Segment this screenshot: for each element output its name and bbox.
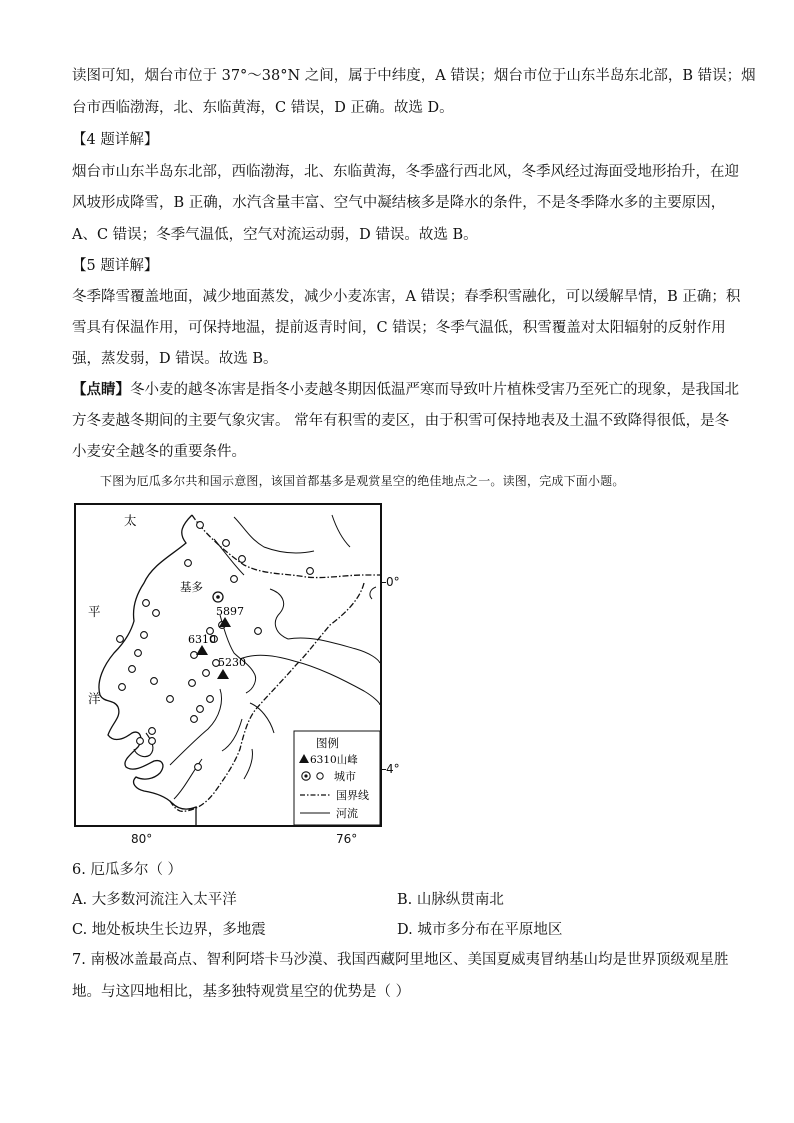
legend-city-icon — [317, 773, 323, 779]
q7-line2: 地。与这四地相比，基多独特观赏星空的优势是（ ） — [72, 984, 411, 1000]
capital-marker — [213, 592, 223, 602]
lat-tick-0 — [380, 582, 386, 583]
lat-tick-4 — [380, 769, 386, 770]
tip-text1: 冬小麦的越冬冻害是指冬小麦越冬期因低温严寒而导致叶片植株受害乃至死亡的现象，是我国北 — [130, 382, 739, 398]
legend-border-label: 国界线 — [336, 789, 369, 802]
q4-header: 【4 题详解】 — [72, 132, 159, 148]
q7-line1: 7. 南极冰盖最高点、智利阿塔卡马沙漠、我国西藏阿里地区、美国夏威夷冒纳基山均是世界顶级观星胜 — [72, 952, 729, 968]
legend-title: 图例 — [316, 736, 339, 750]
q6-option-b[interactable]: B. 山脉纵贯南北 — [397, 892, 504, 908]
lon-label-80: 80° — [131, 832, 153, 846]
legend-peak-label: 6310山峰 — [310, 754, 358, 766]
ecuador-map — [74, 503, 382, 827]
q4-line2: 风坡形成降雪，B 正确，水汽含量丰富、空气中凝结核多是降水的条件，不是冬季降水多的主要原因， — [72, 195, 726, 211]
map-caption: 下图为厄瓜多尔共和国示意图，该国首都基多是观赏星空的绝佳地点之一。读图，完成下面小题。 — [100, 474, 625, 488]
peak-label-5897: 5897 — [216, 605, 244, 618]
lat-label-0: 0° — [386, 575, 400, 589]
para3-line1: 读图可知，烟台市位于 37°～38°N 之间，属于中纬度，A 错误；烟台市位于山东半岛东北部，B 错误；烟 — [72, 68, 756, 84]
q5-line2: 雪具有保温作用，可保持地温，提前返青时间，C 错误；冬季气温低，积雪覆盖对太阳辐射的反射作用 — [72, 320, 726, 336]
q6-option-c[interactable]: C. 地处板块生长边界，多地震 — [72, 922, 266, 938]
q4-line3: A、C 错误；冬季气温低，空气对流运动弱，D 错误。故选 B。 — [72, 227, 478, 243]
tip-line3: 小麦安全越冬的重要条件。 — [72, 444, 246, 460]
para3-line2: 台市西临渤海，北、东临黄海，C 错误，D 正确。故选 D。 — [72, 100, 454, 116]
city-label-quito: 基多 — [180, 580, 203, 594]
tip-line1 — [72, 380, 739, 400]
q5-line1: 冬季降雪覆盖地面，减少地面蒸发，减少小麦冻害，A 错误；春季积雪融化，可以缓解旱情，B 正确；积 — [72, 289, 741, 305]
q4-line1: 烟台市山东半岛东北部，西临渤海，北、东临黄海，冬季盛行西北风，冬季风经过海面受地形抬升，在迎 — [72, 164, 739, 180]
lat-label-4: 4° — [386, 762, 400, 776]
tip-label: 【点睛】 — [72, 381, 130, 398]
q6-option-a[interactable]: A. 大多数河流注入太平洋 — [72, 892, 237, 908]
ocean-label-1: 太 — [124, 513, 137, 528]
q6-option-d[interactable]: D. 城市多分布在平原地区 — [397, 922, 563, 938]
legend-river-label: 河流 — [336, 807, 358, 820]
peak-label-6310: 6310 — [188, 633, 216, 646]
q5-line3: 强，蒸发弱，D 错误。故选 B。 — [72, 351, 278, 367]
q6-stem: 6. 厄瓜多尔（ ） — [72, 862, 183, 878]
peak-label-5230: 5230 — [218, 656, 246, 669]
ocean-label-2: 平 — [88, 604, 101, 619]
ocean-label-3: 洋 — [88, 691, 101, 706]
q5-header: 【5 题详解】 — [72, 258, 159, 274]
lon-label-76: 76° — [336, 832, 358, 846]
map-legend — [294, 731, 380, 825]
tip-line2: 方冬麦越冬期间的主要气象灾害。 常年有积雪的麦区，由于积雪可保持地表及土温不致降得很低，是冬 — [72, 413, 730, 429]
legend-city-label: 城市 — [334, 770, 356, 783]
